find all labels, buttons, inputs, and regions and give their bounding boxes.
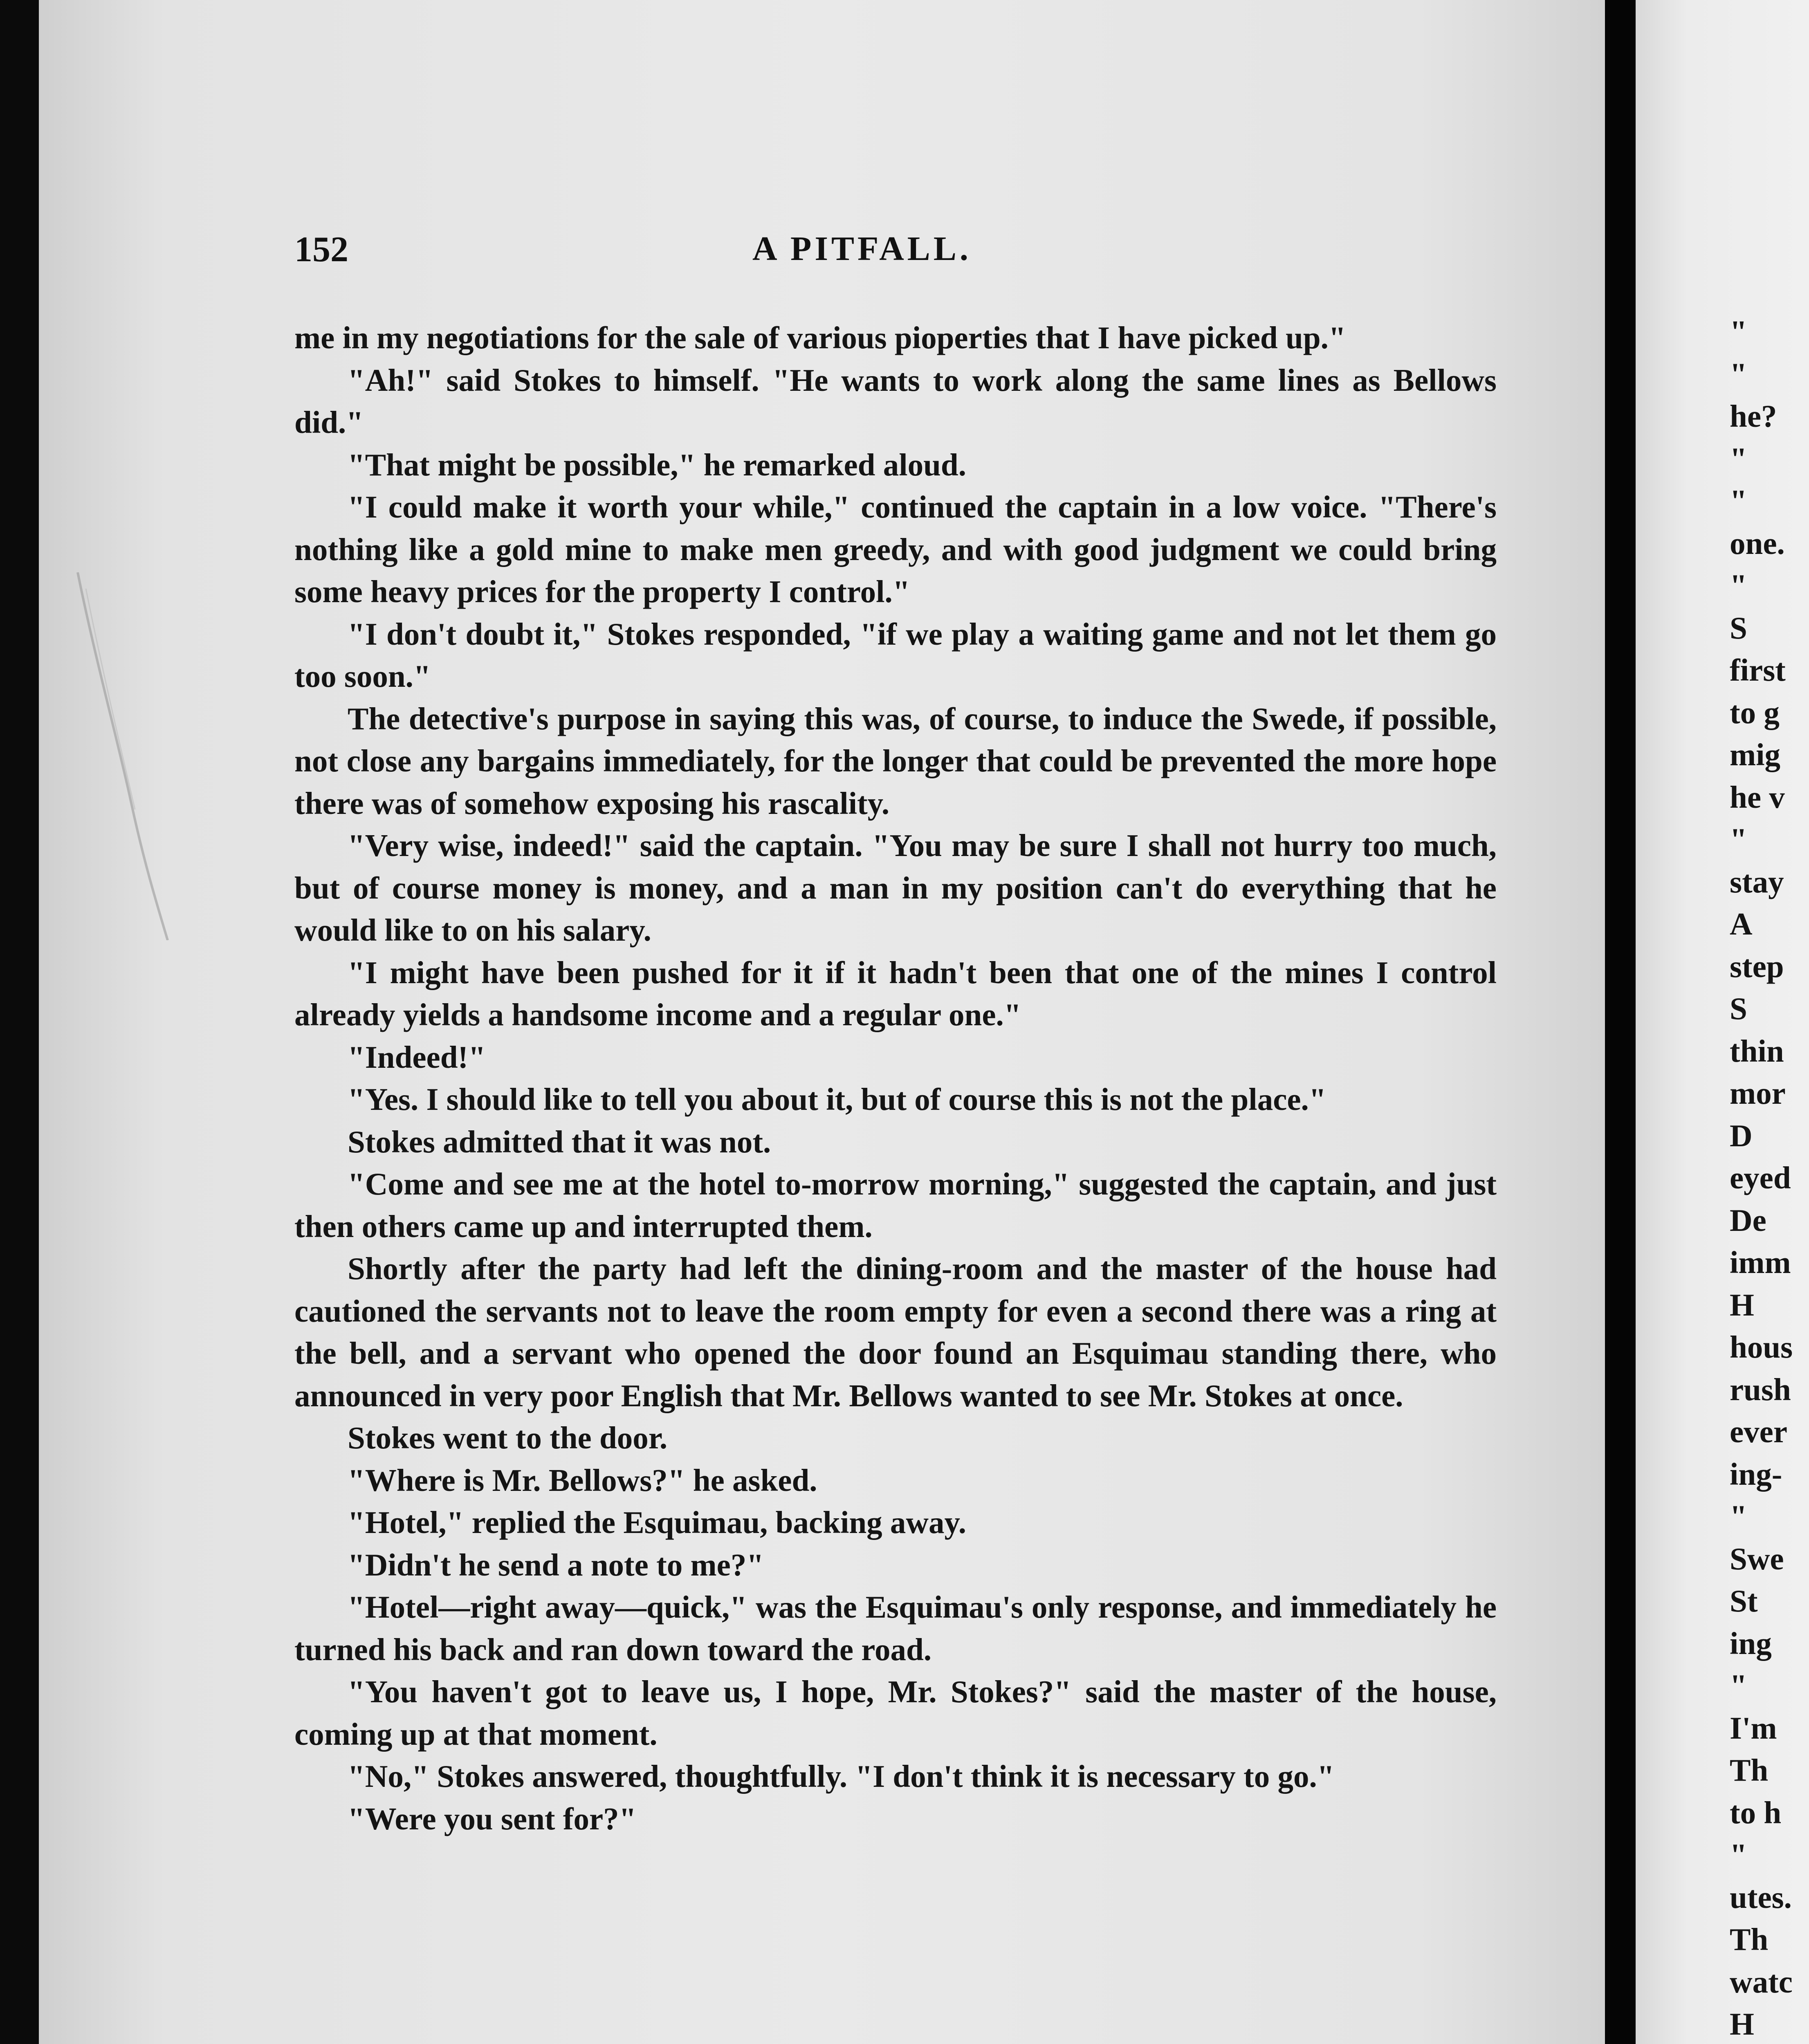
- facing-line-fragment: H: [1730, 1287, 1754, 1322]
- page-body: [294, 317, 1497, 1840]
- facing-line-fragment: imm: [1730, 1245, 1791, 1280]
- facing-line-fragment: ever: [1730, 1414, 1788, 1449]
- facing-line-fragment: stay: [1730, 864, 1784, 899]
- facing-line-fragment: he v: [1730, 779, 1785, 815]
- paragraph: me in my negotiations for the sale of various pioperties that I have picked up.": [294, 320, 1346, 355]
- paragraph: "No," Stokes answered, thoughtfully. "I don't think it is necessary to go.": [348, 1759, 1335, 1794]
- paragraph: Stokes admitted that it was not.: [348, 1124, 771, 1159]
- facing-line-fragment: Th: [1730, 1753, 1769, 1788]
- facing-line-fragment: to g: [1730, 695, 1780, 730]
- facing-line-fragment: ": [1730, 1499, 1747, 1534]
- running-head: A PITFALL.: [752, 230, 972, 268]
- paragraph: "Very wise, indeed!" said the captain. "You may be sure I shall not hurry too much, but of course money is money, and a man in my position can't do everything that he would like to on his salary.: [294, 828, 1497, 948]
- facing-line-fragment: H: [1730, 2006, 1754, 2042]
- facing-line-fragment: to h: [1730, 1795, 1782, 1830]
- page-header: [294, 229, 1497, 286]
- paragraph: "I might have been pushed for it if it hadn't been that one of the mines I control already yields a handsome income and a regular one.": [294, 955, 1497, 1032]
- facing-page-text: [1730, 311, 1809, 2044]
- facing-line-fragment: S: [1730, 610, 1747, 645]
- facing-line-fragment: thin: [1730, 1033, 1784, 1069]
- paragraph: "Come and see me at the hotel to-morrow morning," suggested the captain, and just then others came up and interrupted them.: [294, 1166, 1497, 1244]
- facing-line-fragment: A: [1730, 906, 1753, 941]
- facing-line-fragment: rush: [1730, 1372, 1791, 1407]
- paragraph: "Didn't he send a note to me?": [348, 1547, 764, 1582]
- facing-line-fragment: D: [1730, 1118, 1753, 1153]
- facing-line-fragment: watc: [1730, 1964, 1793, 1999]
- facing-line-fragment: ": [1730, 314, 1747, 349]
- facing-line-fragment: hous: [1730, 1329, 1793, 1365]
- facing-line-fragment: Th: [1730, 1922, 1769, 1957]
- paragraph: "Indeed!": [348, 1039, 486, 1075]
- facing-line-fragment: ": [1730, 441, 1747, 476]
- facing-line-fragment: ": [1730, 822, 1747, 857]
- paragraph: Shortly after the party had left the dining-room and the master of the house had cautioned the servants not to leave the room empty for even a second there was a ring at the bell, and a servant who opened the door found an Esquimau standing there, who announced in very poor English that Mr. Bellows wanted to see Mr. Stokes at once.: [294, 1251, 1497, 1413]
- facing-line-fragment: De: [1730, 1202, 1766, 1238]
- facing-page-edge: [1636, 0, 1809, 2044]
- facing-line-fragment: one.: [1730, 525, 1785, 561]
- facing-line-fragment: he?: [1730, 399, 1777, 434]
- facing-line-fragment: ": [1730, 568, 1747, 603]
- paragraph: "Yes. I should like to tell you about it, but of course this is not the place.": [348, 1082, 1326, 1117]
- facing-line-fragment: ing: [1730, 1625, 1772, 1661]
- facing-line-fragment: step: [1730, 948, 1784, 984]
- paragraph: "That might be possible," he remarked aloud.: [348, 447, 967, 482]
- facing-line-fragment: utes.: [1730, 1879, 1792, 1915]
- paragraph: Stokes went to the door.: [348, 1420, 668, 1455]
- paragraph: "I could make it worth your while," continued the captain in a low voice. "There's nothing like a gold mine to make men greedy, and with good judgment we could bring some heavy prices for the property I control.": [294, 489, 1497, 609]
- facing-line-fragment: I'm: [1730, 1710, 1777, 1746]
- facing-line-fragment: Swe: [1730, 1541, 1784, 1576]
- paragraph: "Hotel—right away—quick," was the Esquimau's only response, and immediately he turned his back and ran down toward the road.: [294, 1589, 1497, 1667]
- facing-line-fragment: mig: [1730, 737, 1781, 772]
- paragraph: "Where is Mr. Bellows?" he asked.: [348, 1462, 817, 1498]
- facing-line-fragment: ing-: [1730, 1456, 1782, 1492]
- paragraph: The detective's purpose in saying this was, of course, to induce the Swede, if possible, not close any bargains immediately, for the longer that could be prevented the more hope there was of somehow exposing his rascality.: [294, 701, 1497, 821]
- paragraph: "Ah!" said Stokes to himself. "He wants to work along the same lines as Bellows did.": [294, 362, 1497, 440]
- facing-line-fragment: mor: [1730, 1076, 1786, 1111]
- facing-line-fragment: S: [1730, 991, 1747, 1026]
- paragraph: "Were you sent for?": [348, 1801, 637, 1836]
- paragraph: "You haven't got to leave us, I hope, Mr. Stokes?" said the master of the house, coming up at that moment.: [294, 1674, 1497, 1752]
- facing-line-fragment: first: [1730, 652, 1786, 688]
- facing-line-fragment: ": [1730, 1668, 1747, 1703]
- paragraph: "Hotel," replied the Esquimau, backing away.: [348, 1505, 967, 1540]
- facing-line-fragment: St: [1730, 1583, 1758, 1618]
- book-gutter: [1605, 0, 1636, 2044]
- facing-line-fragment: ": [1730, 1837, 1747, 1872]
- facing-line-fragment: eyed: [1730, 1160, 1791, 1195]
- page-number: 152: [294, 230, 348, 269]
- facing-line-fragment: ": [1730, 483, 1747, 518]
- paragraph: "I don't doubt it," Stokes responded, "if we play a waiting game and not let them go too soon.": [294, 616, 1497, 694]
- facing-line-fragment: ": [1730, 356, 1747, 392]
